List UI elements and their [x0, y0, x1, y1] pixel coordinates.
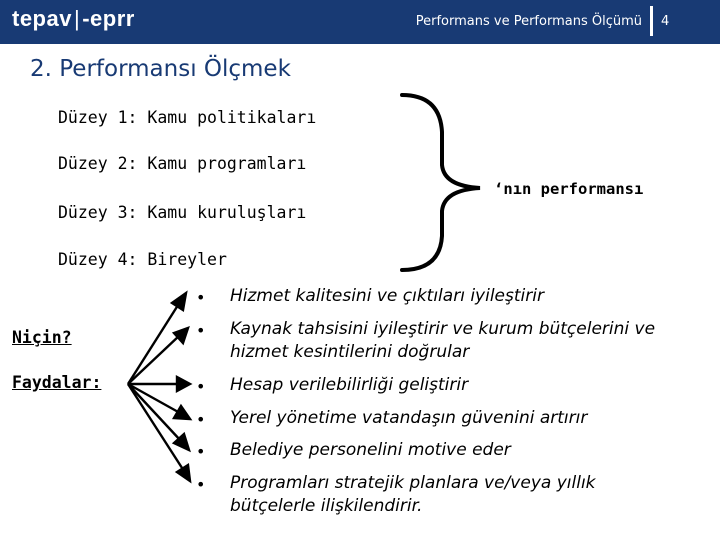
arrow-6: [128, 384, 190, 481]
page-number: 4: [661, 14, 670, 29]
bullet-2: •: [196, 321, 206, 340]
level-2: Düzey 2: Kamu programları: [58, 154, 307, 173]
benefit-item-5-line-1: Belediye personelini motive eder: [230, 440, 511, 460]
brace-label: ‘nın performansı: [494, 180, 644, 198]
bullet-1: •: [196, 288, 206, 307]
benefit-arrows: [128, 293, 190, 481]
benefit-item-2-line-2: hizmet kesintilerini doğrular: [230, 342, 470, 362]
benefits-label: Faydalar:: [12, 373, 102, 392]
benefit-item-4: [230, 407, 587, 430]
benefit-item-6-line-1: Programları stratejik planlara ve/veya yıllık: [230, 473, 596, 493]
section-title: 2. Performansı Ölçmek: [30, 56, 291, 82]
level-3: Düzey 3: Kamu kuruluşları: [58, 203, 307, 222]
benefit-item-5: [230, 439, 511, 462]
why-label: Niçin?: [12, 328, 72, 347]
benefit-item-6-line-2: bütçelerle ilişkilendirir.: [230, 496, 423, 516]
right-brace: [402, 95, 480, 270]
level-1: Düzey 1: Kamu politikaları: [58, 108, 317, 127]
bullet-3: •: [196, 377, 206, 396]
benefit-item-2: [230, 318, 655, 364]
benefit-item-3-line-1: Hesap verilebilirliği geliştirir: [230, 375, 469, 395]
benefit-item-1-line-1: Hizmet kalitesini ve çıktıları iyileştirir: [230, 286, 544, 306]
logo-separator: |: [73, 6, 81, 31]
presentation-title: Performans ve Performans Ölçümü: [415, 14, 642, 29]
bullet-4: •: [196, 410, 206, 429]
benefit-item-3: [230, 374, 468, 397]
benefit-item-4-line-1: Yerel yönetime vatandaşın güvenini artırır: [230, 408, 588, 428]
bullet-6: •: [196, 475, 206, 494]
logo-tepav: tepav: [12, 6, 72, 31]
benefit-item-2-line-1: Kaynak tahsisini iyileştirir ve kurum bütçelerini ve: [230, 319, 656, 339]
logo-eprr: -eprr: [82, 6, 135, 31]
benefit-item-1: [230, 285, 544, 308]
level-4: Düzey 4: Bireyler: [58, 250, 227, 269]
bullet-5: •: [196, 442, 206, 461]
benefit-item-6: [230, 472, 596, 518]
